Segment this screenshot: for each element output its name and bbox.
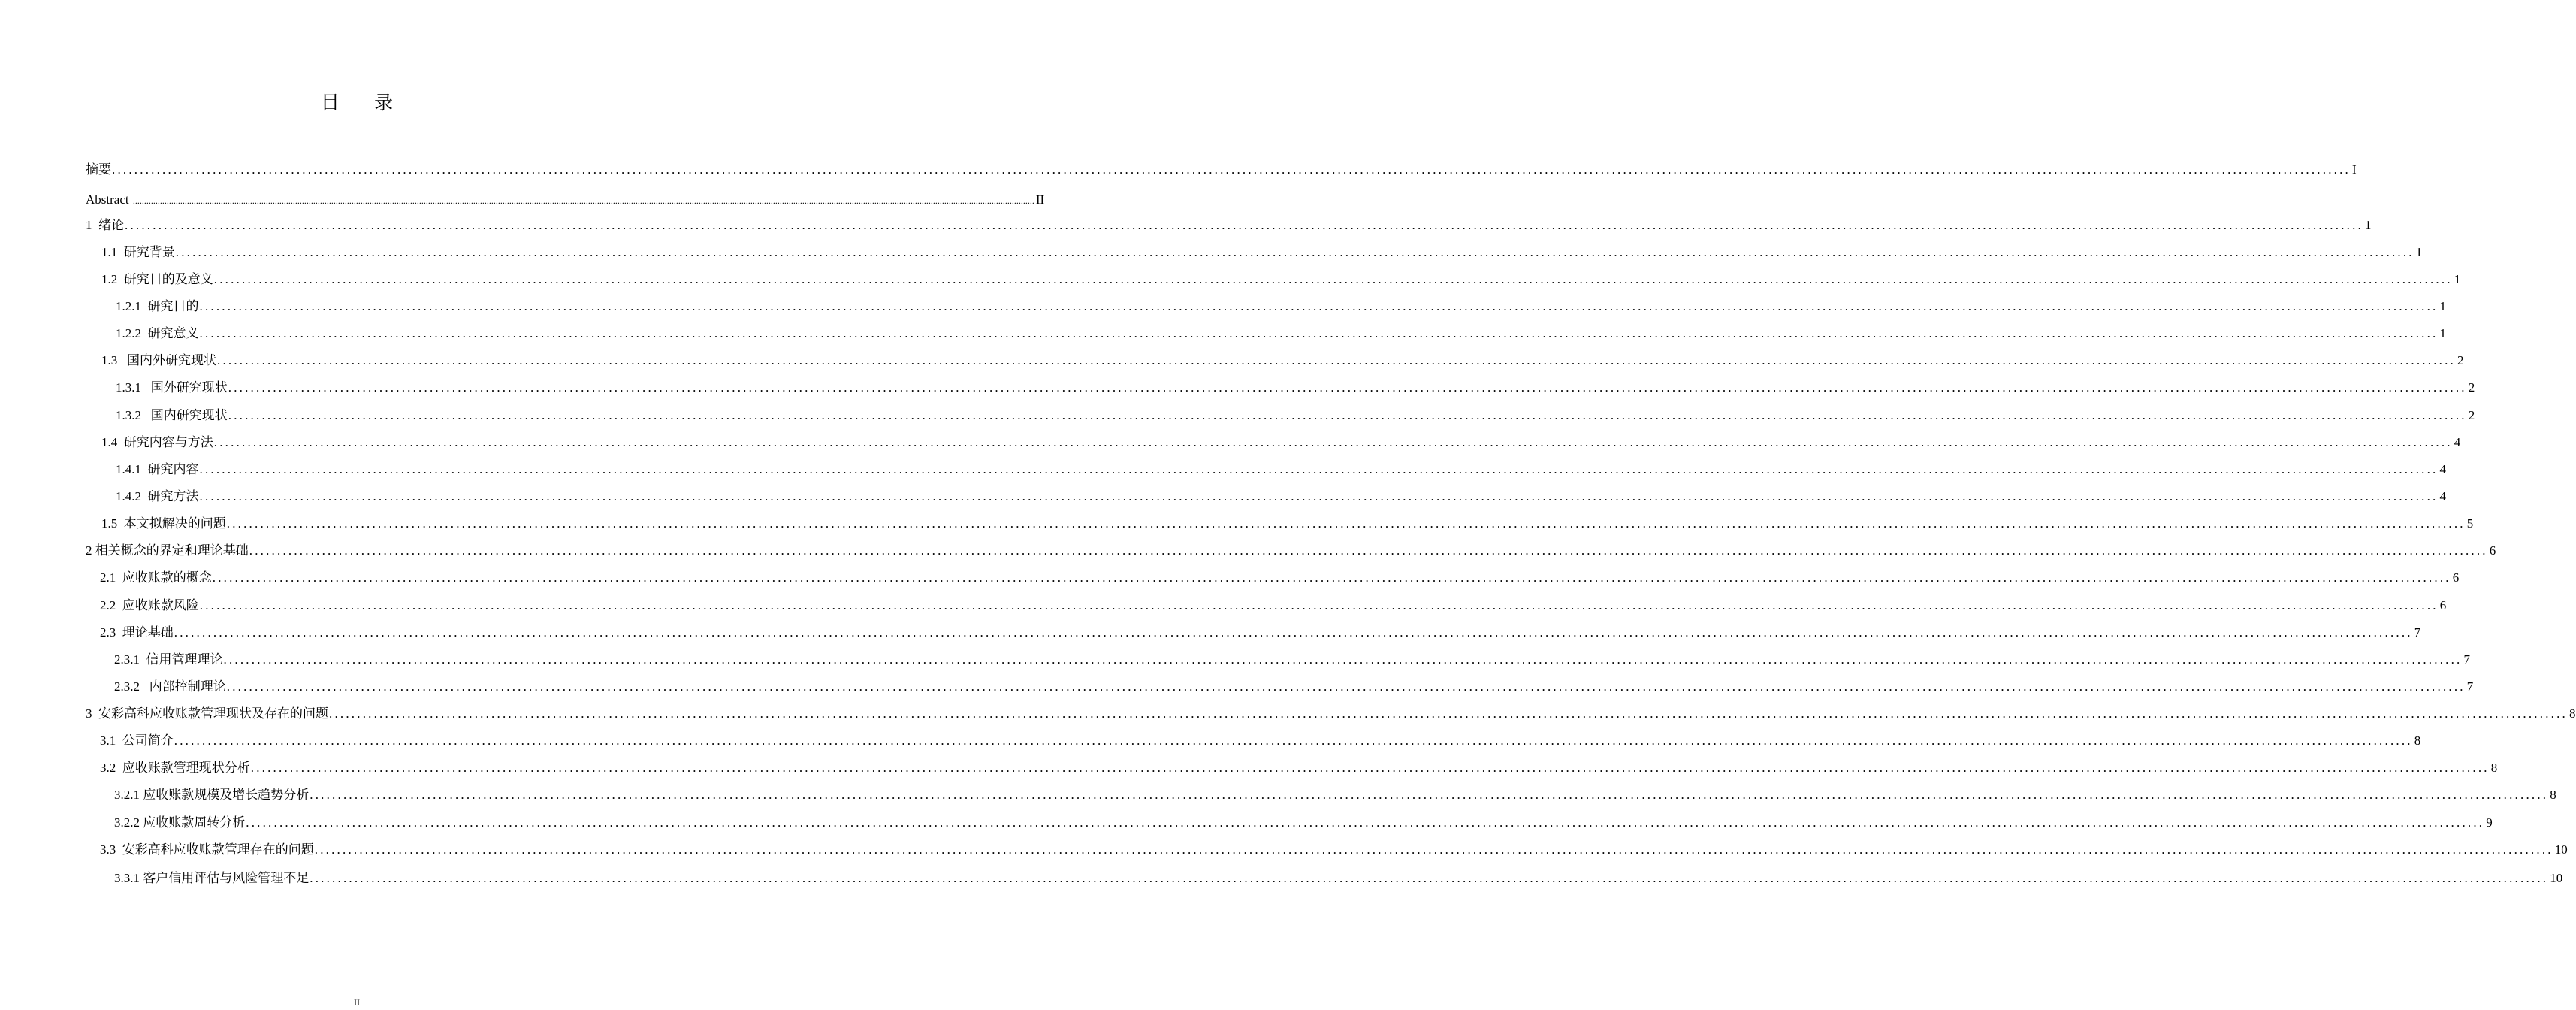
toc-entry-label: 1.3.2 国内研究现状	[116, 408, 228, 422]
toc-entry-label: 3.2.2 应收账款周转分析	[114, 815, 246, 830]
toc-entry[interactable]	[100, 624, 2421, 642]
toc-entry-page: 2	[2457, 353, 2464, 367]
toc-entry-label: 1.2.2 研究意义	[116, 326, 199, 340]
toc-entry-page: 4	[2454, 435, 2461, 449]
toc-leader-dots: ................................................................................................................................................................................................................................................................................................................................................................................................................	[125, 218, 2363, 232]
toc-entry-page: 1	[2415, 245, 2423, 259]
toc-entry[interactable]	[101, 434, 2461, 452]
toc-entry[interactable]	[116, 298, 2446, 316]
toc-entry[interactable]	[116, 407, 2475, 425]
toc-leader-dots: ................................................................................................................................................................................................................................................................................................................................................................................................................	[228, 408, 2467, 422]
toc-entry[interactable]	[100, 569, 2460, 587]
footer-page-number: II	[354, 997, 360, 1008]
toc-entry-page: 8	[2569, 706, 2576, 721]
toc-entry-page: 7	[2463, 652, 2470, 667]
toc-entry[interactable]	[116, 461, 2446, 479]
toc-entry-label: 3 安彩高科应收账款管理现状及存在的问题	[86, 706, 328, 721]
toc-entry-label: 2.1 应收账款的概念	[100, 570, 212, 585]
toc-entry-page: 1	[2454, 272, 2461, 286]
toc-entry-label: Abstract	[86, 192, 132, 207]
toc-leader-dots: ................................................................................................................................................................................................................................................................................................................................................................................................................	[174, 625, 2413, 640]
toc-entry-page: 8	[2490, 761, 2498, 775]
toc-entry[interactable]	[86, 705, 2576, 723]
toc-leader-dots: ................................................................................................................................................................................................................................................................................................................................................................................................................	[199, 326, 2439, 340]
toc-entry[interactable]	[114, 651, 2470, 669]
toc-entry[interactable]	[116, 379, 2475, 397]
toc-leader-dots: ................................................................................................................................................................................................................................................................................................................................................................................................................	[174, 733, 2413, 748]
toc-entry-label: 1.2.1 研究目的	[116, 299, 199, 313]
toc-entry-page: II	[1035, 192, 1045, 207]
toc-entry[interactable]	[100, 759, 2498, 777]
toc-leader-dots: ................................................................................................................................................................................................................................................................................................................................................................................................................	[223, 652, 2463, 667]
toc-entry[interactable]	[114, 678, 2474, 696]
toc-entry[interactable]	[101, 515, 2474, 533]
toc-leader-dots: ................................................................................................................................................................................................................................................................................................................................................................................................................	[213, 435, 2453, 449]
toc-entry-label: 2.3 理论基础	[100, 625, 174, 640]
toc-leader-dots: ................................................................................................................................................................................................................................................................................................................................................................................................................	[329, 706, 2568, 721]
toc-leader-dots: ................................................................................................................................................................................................................................................................................................................................................................................................................	[249, 543, 2488, 558]
toc-entry-page: 1	[2439, 326, 2446, 340]
toc-leader-dots: ................................................................................................................................................................................................................................................................................................................................................................................................................	[250, 761, 2490, 775]
toc-leader-dots: ................................................................................................................................................................................................................................................................................................................................................................................................................	[213, 272, 2453, 286]
toc-entry-page: 4	[2439, 489, 2446, 503]
toc-entry-label: 3.3 安彩高科应收账款管理存在的问题	[100, 842, 314, 857]
toc-entry-page: I	[2352, 162, 2357, 177]
toc-leader-dots: ................................................................................................................................................................................................................................................................................................................................................................................................................	[310, 871, 2549, 885]
toc-entry-page: 1	[2439, 299, 2446, 313]
toc-entry[interactable]	[100, 732, 2421, 750]
toc-entry-page: 6	[2489, 543, 2496, 558]
toc-entry[interactable]	[101, 243, 2423, 262]
toc-entry-page: 8	[2414, 733, 2421, 748]
toc-entry-label: 1.1 研究背景	[101, 245, 175, 259]
toc-entry-page: 2	[2468, 380, 2475, 395]
toc-entry[interactable]	[86, 191, 1045, 209]
toc-entry-page: 2	[2468, 408, 2475, 422]
toc-leader-dots: ................................................................................................................................................................................................................................................................................................................................................................................................................	[199, 462, 2439, 476]
toc-entry-label: 1.5 本文拟解决的问题	[101, 516, 226, 531]
toc-leader-dots: ................................................................................................................................................................................................................................................................................................................................................................................................................	[217, 353, 2456, 367]
toc-entry-page: 4	[2439, 462, 2446, 476]
toc-entry-label: 2.3.1 信用管理理论	[114, 652, 223, 667]
toc-leader-dots: ................................................................................................................................................................................................................................................................................................................................................................................................................	[314, 842, 2553, 857]
toc-leader-dots: ................................................................................................................................................................................................................................................................................................................................................................................................................	[132, 195, 1034, 206]
toc-entry-page: 1	[2365, 218, 2372, 232]
toc-entry[interactable]	[114, 814, 2493, 832]
toc-leader-dots: ................................................................................................................................................................................................................................................................................................................................................................................................................	[199, 598, 2439, 612]
toc-entry-page: 10	[2550, 871, 2563, 885]
toc-entry[interactable]	[86, 216, 2372, 234]
toc-entry-label: 3.3.1 客户信用评估与风险管理不足	[114, 871, 310, 885]
toc-entry-label: 1.4 研究内容与方法	[101, 435, 213, 449]
page-title: 目 录	[320, 93, 409, 113]
toc-leader-dots: ................................................................................................................................................................................................................................................................................................................................................................................................................	[226, 516, 2466, 531]
toc-leader-dots: ................................................................................................................................................................................................................................................................................................................................................................................................................	[199, 489, 2439, 503]
toc-leader-dots: ................................................................................................................................................................................................................................................................................................................................................................................................................	[199, 299, 2439, 313]
toc-entry-label: 2.2 应收账款风险	[100, 598, 199, 612]
toc-entry-label: 1 绪论	[86, 218, 124, 232]
toc-leader-dots: ................................................................................................................................................................................................................................................................................................................................................................................................................	[212, 570, 2451, 585]
toc-entry[interactable]	[101, 271, 2461, 289]
toc-entry-page: 9	[2486, 815, 2493, 830]
toc-entry-label: 2 相关概念的界定和理论基础	[86, 543, 249, 558]
toc-leader-dots: ................................................................................................................................................................................................................................................................................................................................................................................................................	[112, 162, 2351, 177]
toc-entry-label: 3.2 应收账款管理现状分析	[100, 761, 250, 775]
toc-entry[interactable]	[100, 841, 2568, 859]
toc-entry-label: 1.3.1 国外研究现状	[116, 380, 228, 395]
toc-entry[interactable]	[116, 325, 2446, 343]
toc-entry-label: 3.2.1 应收账款规模及增长趋势分析	[114, 788, 310, 802]
toc-leader-dots: ................................................................................................................................................................................................................................................................................................................................................................................................................	[228, 380, 2467, 395]
toc-entry-page: 7	[2414, 625, 2421, 640]
toc-entry-page: 6	[2439, 598, 2447, 612]
toc-entry[interactable]	[86, 161, 2357, 179]
toc-entry-label: 2.3.2 内部控制理论	[114, 679, 226, 694]
toc-entry-page: 10	[2554, 842, 2568, 857]
toc-entry-page: 6	[2452, 570, 2460, 585]
toc-entry-label: 1.3 国内外研究现状	[101, 353, 216, 367]
toc-entry[interactable]	[101, 352, 2464, 370]
toc-entry[interactable]	[114, 786, 2556, 804]
toc-leader-dots: ................................................................................................................................................................................................................................................................................................................................................................................................................	[226, 679, 2466, 694]
toc-entry-page: 7	[2466, 679, 2474, 694]
toc-entry[interactable]	[116, 488, 2446, 506]
toc-entry-label: 1.4.1 研究内容	[116, 462, 199, 476]
toc-entry-page: 8	[2550, 788, 2556, 802]
toc-entry[interactable]	[100, 597, 2447, 615]
toc-leader-dots: ................................................................................................................................................................................................................................................................................................................................................................................................................	[175, 245, 2414, 259]
toc-entry-label: 摘要	[86, 162, 111, 177]
toc-entry[interactable]	[114, 869, 2563, 888]
toc-entry[interactable]	[86, 542, 2496, 560]
toc-entry-label: 3.1 公司简介	[100, 733, 174, 748]
toc-entry-label: 1.4.2 研究方法	[116, 489, 199, 503]
toc-entry-page: 5	[2466, 516, 2474, 531]
toc-leader-dots: ................................................................................................................................................................................................................................................................................................................................................................................................................	[310, 788, 2549, 802]
toc-leader-dots: ................................................................................................................................................................................................................................................................................................................................................................................................................	[246, 815, 2485, 830]
toc-entry-label: 1.2 研究目的及意义	[101, 272, 213, 286]
